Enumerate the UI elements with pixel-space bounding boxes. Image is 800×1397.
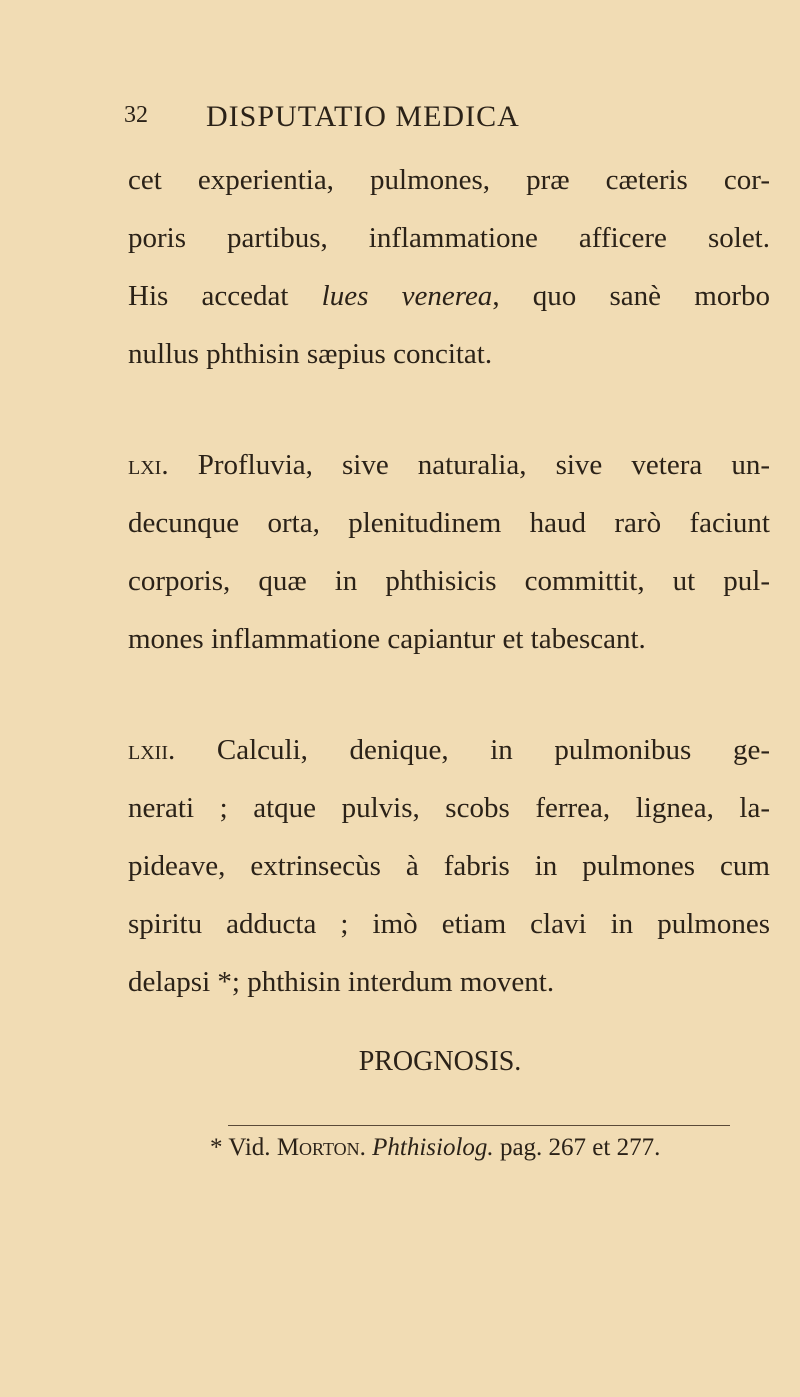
text-segment: decunque orta, plenitudinem haud rarò faciunt xyxy=(128,507,770,539)
text-line xyxy=(128,964,770,1000)
text-segment: spiritu adducta ; imò etiam clavi in pulmones xyxy=(128,908,770,940)
text-line xyxy=(128,447,770,483)
footnote-marker: * xyxy=(210,1134,223,1161)
page-header xyxy=(124,100,764,140)
footnote-author: Morton. xyxy=(276,1134,366,1161)
footnote-ref: pag. 267 et 277. xyxy=(499,1134,661,1161)
text-segment: nullus phthisin sæpius concitat. xyxy=(128,338,493,370)
text-line xyxy=(128,906,770,942)
text-segment: Profluvia, sive naturalia, sive vetera un- xyxy=(197,449,770,481)
text-segment: pideave, extrinsecùs à fabris in pulmones cum xyxy=(128,850,770,882)
text-segment: poris partibus, inflammatione afficere solet. xyxy=(128,222,770,254)
text-line xyxy=(128,336,770,372)
text-line xyxy=(128,732,770,768)
text-line xyxy=(128,162,770,198)
text-segment: His accedat xyxy=(128,280,322,312)
text-segment: delapsi *; phthisin interdum movent. xyxy=(128,966,555,998)
text-segment: mones inflammatione capiantur et tabescant. xyxy=(128,623,646,655)
text-segment: corporis, quæ in phthisicis committit, ut pul- xyxy=(128,565,770,597)
italic-phrase: lues venerea xyxy=(321,280,493,312)
text-line xyxy=(128,790,770,826)
text-segment: , quo sanè morbo xyxy=(492,280,770,312)
footnote-rule xyxy=(228,1125,730,1126)
paragraph-number: lxi. xyxy=(128,449,198,481)
text-line xyxy=(128,848,770,884)
text-segment: cet experientia, pulmones, præ cæteris cor- xyxy=(128,164,770,196)
running-title: DISPUTATIO MEDICA xyxy=(206,100,520,133)
text-line xyxy=(128,621,770,657)
page-number: 32 xyxy=(124,102,148,128)
footnote xyxy=(210,1134,660,1162)
section-heading: PROGNOSIS. xyxy=(358,1046,522,1077)
text-line xyxy=(128,563,770,599)
footnote-prefix: Vid. xyxy=(228,1134,271,1161)
paragraph-number: lxii. xyxy=(128,734,217,766)
text-segment: nerati ; atque pulvis, scobs ferrea, lignea, la- xyxy=(128,792,770,824)
text-line xyxy=(128,278,770,314)
footnote-work: Phthisiolog. xyxy=(372,1134,494,1161)
text-line xyxy=(128,505,770,541)
text-line xyxy=(128,220,770,256)
text-segment: Calculi, denique, in pulmonibus ge- xyxy=(216,734,771,766)
